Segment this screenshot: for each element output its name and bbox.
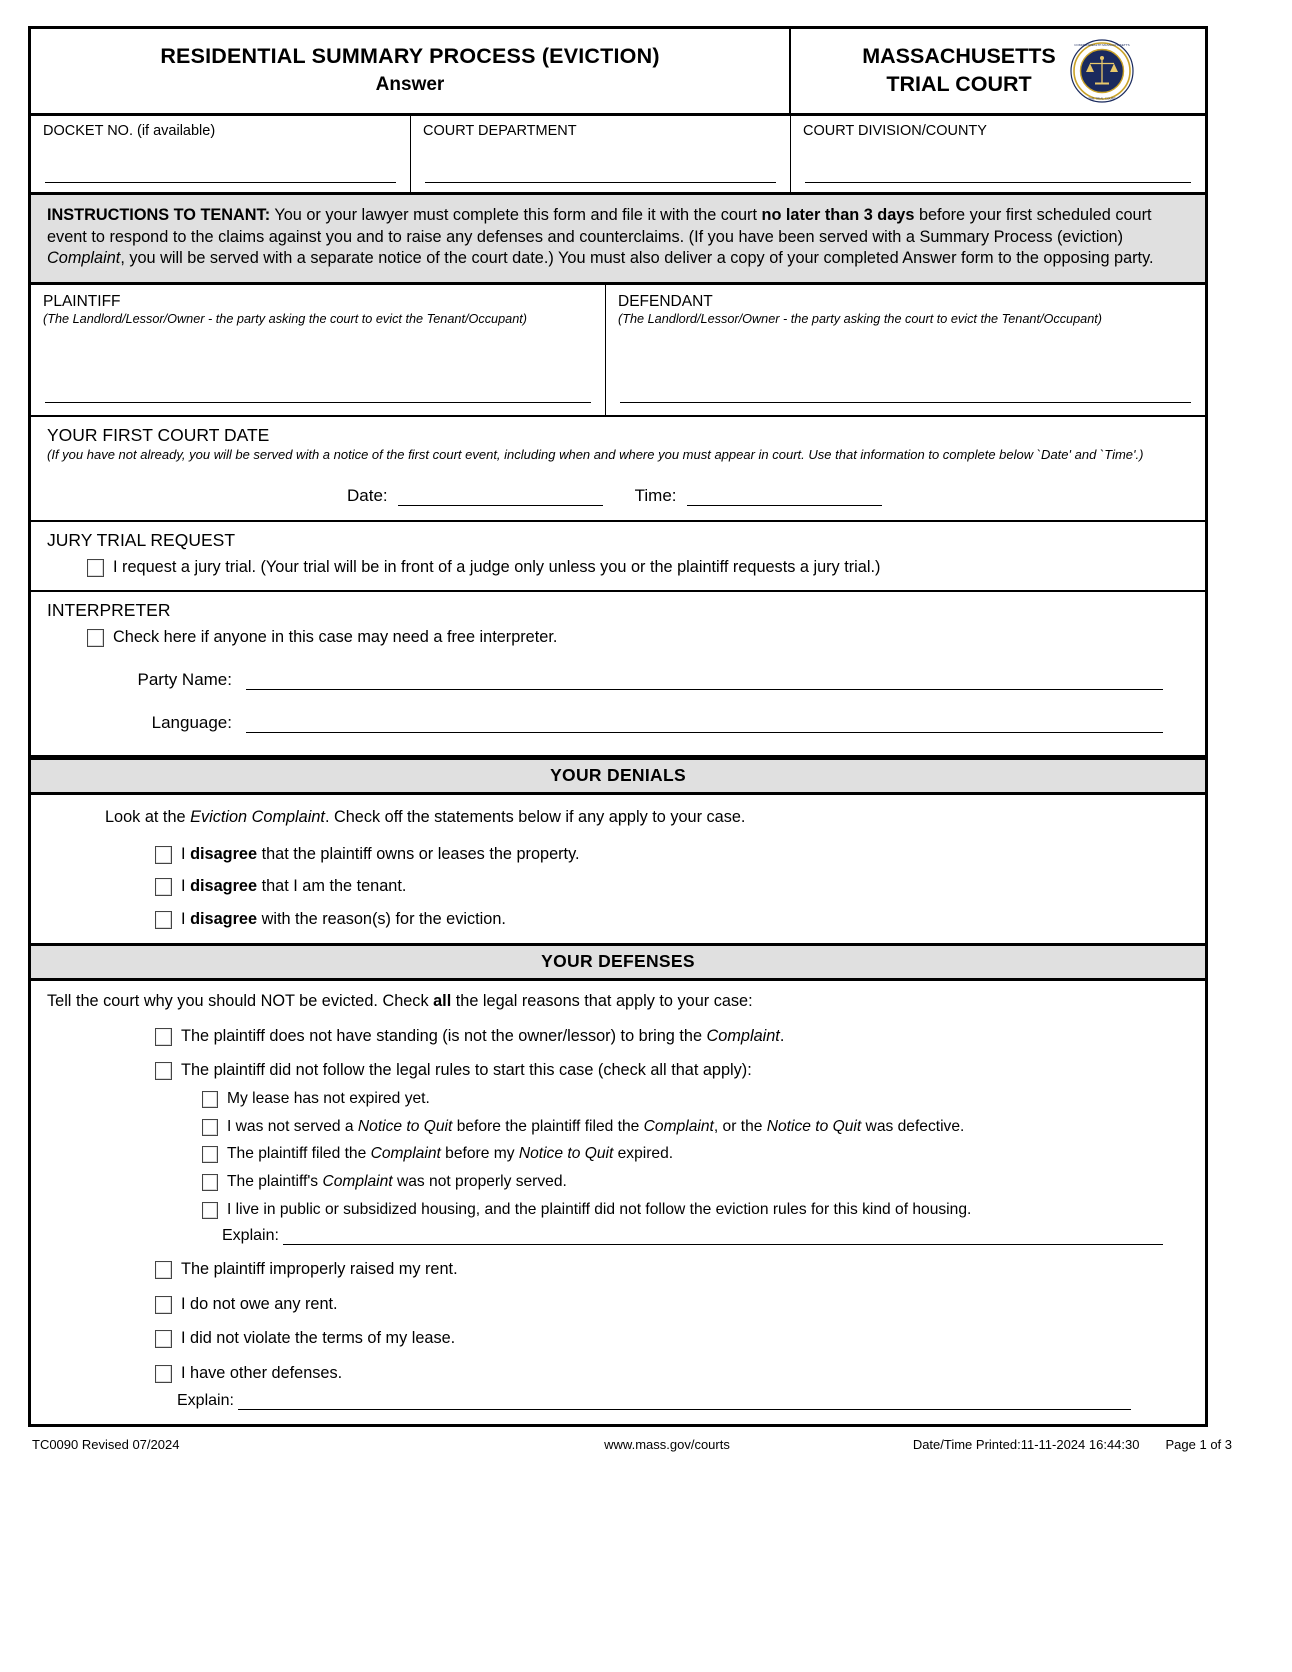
defense-option-standing[interactable] (155, 1028, 1191, 1047)
instructions-heading: INSTRUCTIONS TO TENANT: (47, 206, 271, 224)
denial-3-bold: disagree (190, 909, 258, 928)
instructions-bold-1: no later than 3 days (761, 206, 915, 224)
defense-explain-label-2: Explain: (177, 1391, 234, 1409)
court-department-rule (425, 182, 776, 183)
defense-label-no-rent-owed: I do not owe any rent. (181, 1294, 338, 1313)
denial-checkbox-3[interactable] (155, 911, 172, 929)
court-department-field[interactable] (411, 116, 791, 192)
form-header (31, 29, 1205, 116)
defense-sub-option-3[interactable] (202, 1146, 1191, 1164)
header-court-block (791, 29, 1205, 113)
sub2-seg1: Notice to Quit (357, 1117, 453, 1135)
sub4-seg1: Complaint (322, 1172, 393, 1190)
defense-standing-b: . (779, 1026, 785, 1045)
jury-trial-label: I request a jury trial. (Your trial will be in front of a judge only unless you or the plaintiff requests a jury trial.) (113, 558, 881, 577)
denial-3-post: with the reason(s) for the eviction. (257, 909, 506, 928)
denial-option-2[interactable] (155, 878, 1191, 897)
sub2-seg2: before the plaintiff filed the (452, 1117, 644, 1135)
sub5-seg0: I live in public or subsidized housing, and the plaintiff did not follow the eviction rules for this kind of housing. (227, 1200, 972, 1218)
defenses-section (31, 981, 1205, 1423)
sub2-seg0: I was not served a (227, 1117, 358, 1135)
instructions-italic-1: Complaint (47, 249, 121, 268)
defense-sub-label-2 (227, 1118, 964, 1137)
sub3-seg0: The plaintiff filed the (227, 1145, 371, 1163)
interpreter-checkbox[interactable] (87, 629, 104, 647)
instructions-text-2: before your first scheduled court event to respond to the claims against you and to raise any defenses and counterclaims. (If you have been served with a Summary Process (eviction) (47, 206, 1152, 246)
footer-printed-timestamp: Date/Time Printed:11-11-2024 16:44:30 (912, 1436, 1140, 1452)
jury-trial-option[interactable] (87, 559, 1191, 578)
sub2-seg6: was defective. (861, 1117, 965, 1135)
denial-label-3 (181, 910, 506, 930)
plaintiff-note: (The Landlord/Lessor/Owner - the party asking the court to evict the Tenant/Occupant) (43, 311, 528, 326)
svg-text:THE TRIAL COURT: THE TRIAL COURT (1088, 96, 1116, 101)
court-name (862, 43, 1056, 99)
defense-sub-label-4 (227, 1173, 567, 1192)
denials-lead (105, 807, 1191, 827)
defense-sub-option-2[interactable] (202, 1119, 1191, 1137)
massachusetts-trial-court-seal-icon (1070, 39, 1134, 103)
defense-sub-checkbox-3[interactable] (202, 1146, 218, 1163)
instructions-banner (31, 195, 1205, 285)
defense-checkbox-other[interactable] (155, 1365, 172, 1383)
defense-label-no-lease-violation: I did not violate the terms of my lease. (181, 1329, 456, 1348)
jury-trial-section (31, 522, 1205, 592)
denial-3-pre: I (181, 909, 191, 928)
denial-label-1 (181, 845, 580, 865)
date-time-row (347, 485, 1191, 506)
docket-row (31, 116, 1205, 195)
court-name-line2: TRIAL COURT (886, 72, 1032, 96)
defense-explain-input-1[interactable] (283, 1225, 1163, 1245)
jury-trial-checkbox[interactable] (87, 559, 104, 577)
court-division-field[interactable] (791, 116, 1205, 192)
defense-option-rent-raised[interactable] (155, 1261, 1191, 1280)
defense-label-rent-raised: The plaintiff improperly raised my rent. (181, 1260, 458, 1279)
interpreter-section (31, 592, 1205, 758)
denials-lead-italic: Eviction Complaint (190, 808, 325, 827)
time-input[interactable] (687, 485, 882, 506)
defense-checkbox-no-rent-owed[interactable] (155, 1296, 172, 1314)
defense-checkbox-no-lease-violation[interactable] (155, 1330, 172, 1348)
svg-text:COMMONWEALTH MASSACHUSETTS: COMMONWEALTH MASSACHUSETTS (1074, 43, 1130, 48)
sub1-seg0: My lease has not expired yet. (227, 1089, 430, 1107)
defense-sub-option-5[interactable] (202, 1202, 1191, 1220)
defense-checkbox-standing[interactable] (155, 1028, 172, 1046)
page-subtitle: Answer (375, 73, 445, 95)
eviction-answer-form (28, 26, 1208, 1427)
defenses-lead-c: the legal reasons that apply to your case: (451, 992, 753, 1011)
sub4-seg2: was not properly served. (392, 1172, 567, 1190)
docket-number-rule (45, 182, 396, 183)
denials-lead-a: Look at the (105, 808, 191, 827)
defense-explain-row-1 (222, 1225, 1191, 1245)
docket-number-field[interactable] (31, 116, 411, 192)
defendant-field[interactable] (606, 285, 1205, 415)
court-department-label: COURT DEPARTMENT (423, 123, 577, 139)
defense-sub-checkbox-1[interactable] (202, 1091, 218, 1108)
sub3-seg1: Complaint (370, 1145, 441, 1163)
denial-option-1[interactable] (155, 846, 1191, 865)
page-title: RESIDENTIAL SUMMARY PROCESS (EVICTION) (160, 44, 660, 68)
plaintiff-rule (45, 402, 591, 403)
court-division-rule (805, 182, 1191, 183)
defense-sub-checkbox-4[interactable] (202, 1174, 218, 1191)
defense-standing-a: The plaintiff does not have standing (is not the owner/lessor) to bring the (181, 1026, 707, 1045)
instructions-text-1: You or your lawyer must complete this form and file it with the court (270, 206, 762, 224)
defense-sub-checkbox-2[interactable] (202, 1119, 218, 1136)
footer-right (797, 1437, 1260, 1452)
defense-explain-input-2[interactable] (238, 1390, 1131, 1410)
sub2-seg3: Complaint (643, 1117, 714, 1135)
defenses-band: YOUR DEFENSES (31, 943, 1205, 981)
footer-form-id: TC0090 Revised 07/2024 (32, 1436, 180, 1452)
sub2-seg4: , or the (713, 1117, 767, 1135)
denials-section (31, 795, 1205, 943)
defenses-lead-a: Tell the court why you should NOT be evicted. Check (47, 992, 434, 1011)
defense-option-no-rent-owed[interactable] (155, 1296, 1191, 1315)
court-division-label: COURT DIVISION/COUNTY (803, 123, 987, 139)
denial-checkbox-2[interactable] (155, 878, 172, 896)
denials-lead-b: . Check off the statements below if any apply to your case. (324, 808, 746, 827)
instructions-text-3: , you will be served with a separate notice of the court date.) You must also deliver a copy of your completed Answer form to the opposing party. (120, 249, 1154, 268)
defendant-label: DEFENDANT (618, 293, 713, 311)
denial-2-post: that I am the tenant. (257, 877, 407, 896)
footer-website: www.mass.gov/courts (604, 1436, 730, 1452)
denial-checkbox-1[interactable] (155, 846, 172, 864)
defense-sub-label-1 (227, 1090, 430, 1109)
date-label: Date: (347, 486, 388, 506)
language-row (47, 712, 1191, 733)
defenses-lead-bold: all (433, 992, 452, 1011)
form-footer (28, 1437, 1264, 1452)
denial-2-bold: disagree (190, 877, 258, 896)
footer-page-number: Page 1 of 3 (1165, 1436, 1232, 1452)
court-name-line1: MASSACHUSETTS (862, 44, 1056, 69)
defense-sub-option-4[interactable] (202, 1174, 1191, 1192)
denial-2-pre: I (181, 877, 191, 896)
defense-label-standing (181, 1027, 784, 1047)
parties-row (31, 285, 1205, 417)
denials-band: YOUR DENIALS (31, 757, 1205, 795)
interpreter-heading: INTERPRETER (47, 599, 171, 620)
defense-checkbox-legal-rules[interactable] (155, 1062, 172, 1080)
first-court-date-heading: YOUR FIRST COURT DATE (47, 425, 270, 446)
defendant-rule (620, 402, 1191, 403)
defense-sub-checkbox-5[interactable] (202, 1202, 218, 1219)
plaintiff-label: PLAINTIFF (43, 293, 121, 311)
denial-1-bold: disagree (190, 844, 258, 863)
denial-label-2 (181, 877, 406, 897)
header-title-block (31, 29, 791, 113)
first-court-date-section (31, 417, 1205, 522)
sub3-seg3: Notice to Quit (518, 1145, 614, 1163)
party-name-input[interactable] (246, 669, 1163, 690)
defense-sub-label-5 (227, 1201, 971, 1220)
interpreter-label: Check here if anyone in this case may need a free interpreter. (113, 627, 558, 646)
defense-explain-label-1: Explain: (222, 1227, 279, 1245)
sub2-seg5: Notice to Quit (766, 1117, 862, 1135)
defense-label-legal-rules: The plaintiff did not follow the legal rules to start this case (check all that apply): (181, 1061, 752, 1080)
defense-explain-row-2 (177, 1390, 1191, 1410)
sub3-seg4: expired. (613, 1145, 674, 1163)
defenses-lead (47, 991, 1191, 1011)
defense-option-no-lease-violation[interactable] (155, 1330, 1191, 1349)
language-input[interactable] (246, 712, 1163, 733)
defense-option-legal-rules[interactable] (155, 1062, 1191, 1081)
language-label: Language: (151, 713, 232, 733)
denial-option-3[interactable] (155, 911, 1191, 930)
sub4-seg0: The plaintiff's (227, 1172, 323, 1190)
party-name-row (47, 669, 1191, 690)
docket-number-label: DOCKET NO. (if available) (43, 123, 216, 139)
defense-option-other[interactable] (155, 1365, 1191, 1384)
plaintiff-field[interactable] (31, 285, 606, 415)
denial-1-post: that the plaintiff owns or leases the property. (257, 844, 580, 863)
date-input[interactable] (398, 485, 603, 506)
party-name-label: Party Name: (137, 670, 232, 690)
sub3-seg2: before my (440, 1145, 519, 1163)
defense-checkbox-rent-raised[interactable] (155, 1261, 172, 1279)
defense-sub-option-1[interactable] (202, 1091, 1191, 1109)
defense-label-other: I have other defenses. (181, 1363, 343, 1382)
defense-sub-label-3 (227, 1145, 673, 1164)
jury-trial-heading: JURY TRIAL REQUEST (47, 530, 236, 551)
defense-standing-italic: Complaint (706, 1026, 780, 1045)
time-label: Time: (634, 486, 677, 506)
first-court-date-note: (If you have not already, you will be served with a notice of the first court event, including when and where you must appear in court. Use that information to complete below `Date' and `Time'.) (47, 447, 1144, 463)
defendant-note: (The Landlord/Lessor/Owner - the party asking the court to evict the Tenant/Occupant) (618, 311, 1103, 326)
denial-1-pre: I (181, 844, 191, 863)
interpreter-option[interactable] (87, 629, 1191, 648)
